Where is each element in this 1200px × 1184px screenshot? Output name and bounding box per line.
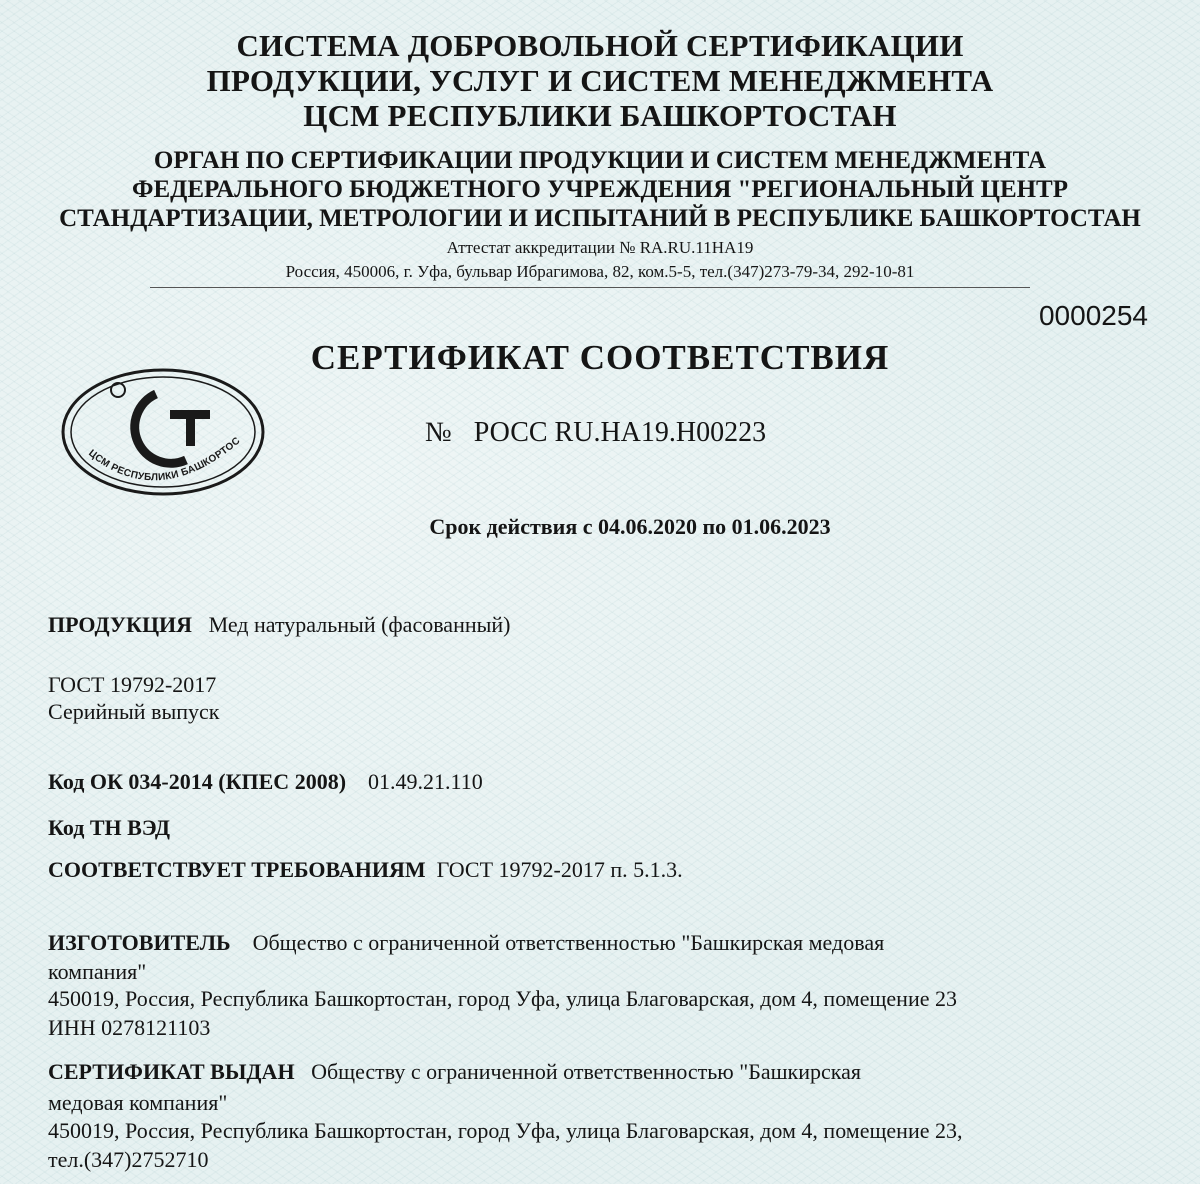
product-line (48, 612, 511, 638)
organ-line-2: ФЕДЕРАЛЬНОГО БЮДЖЕТНОГО УЧРЕЖДЕНИЯ "РЕГИОНАЛЬНЫЙ ЦЕНТР (131, 176, 1069, 203)
system-title-line-2: ПРОДУКЦИИ, УСЛУГ И СИСТЕМ МЕНЕДЖМЕНТА (206, 63, 994, 98)
organ-line-3: СТАНДАРТИЗАЦИИ, МЕТРОЛОГИИ И ИСПЫТАНИЙ В РЕСПУБЛИКЕ БАШКОРТОСТАН (59, 205, 1141, 232)
manufacturer-address: 450019, Россия, Республика Башкортостан, город Уфа, улица Благоварская, дом 4, помещение 23 (48, 986, 957, 1011)
product-value: Мед натуральный (фасованный) (208, 612, 511, 637)
product-release: Серийный выпуск (48, 699, 220, 724)
serial-number: 0000254 (1038, 300, 1148, 331)
system-title-line-1: СИСТЕМА ДОБРОВОЛЬНОЙ СЕРТИФИКАЦИИ (236, 28, 964, 63)
address-underline (150, 287, 1030, 288)
manufacturer-label: ИЗГОТОВИТЕЛЬ (48, 930, 231, 955)
certificate-number-prefix: № (425, 417, 452, 448)
okpd-value: 01.49.21.110 (368, 769, 483, 794)
conforms-value: ГОСТ 19792-2017 п. 5.1.3. (436, 857, 683, 882)
product-label: ПРОДУКЦИЯ (48, 612, 193, 637)
conforms-line (48, 857, 683, 883)
issued-phone: тел.(347)2752710 (48, 1147, 209, 1172)
manufacturer-name: Общество с ограниченной ответственностью "Башкирская медовая (252, 930, 885, 955)
system-title-line-3: ЦСМ РЕСПУБЛИКИ БАШКОРТОСТАН (303, 98, 897, 133)
accreditation: Аттестат аккредитации № RA.RU.11HA19 (446, 238, 754, 257)
organ-address: Россия, 450006, г. Уфа, бульвар Ибрагимова, 82, ком.5-5, тел.(347)273-79-34, 292-10-81 (285, 262, 915, 281)
okpd-label: Код ОК 034-2014 (КПЕС 2008) (48, 769, 347, 794)
manufacturer-inn: ИНН 0278121103 (48, 1015, 211, 1040)
tnved-line (48, 815, 170, 841)
issued-line-2: медовая компания" (48, 1090, 228, 1115)
certificate-number-value: РОСС RU.HA19.H00223 (473, 417, 767, 448)
certificate-number (425, 417, 766, 449)
issued-line-1 (48, 1059, 861, 1085)
logo-ring-text: ЦСМ РЕСПУБЛИКИ БАШКОРТОС (86, 435, 243, 484)
conforms-label: СООТВЕТСТВУЕТ ТРЕБОВАНИЯМ (48, 857, 426, 882)
csm-logo-icon (58, 362, 268, 502)
organ-line-1: ОРГАН ПО СЕРТИФИКАЦИИ ПРОДУКЦИИ И СИСТЕМ МЕНЕДЖМЕНТА (153, 147, 1047, 174)
okpd-line (48, 769, 483, 795)
certificate-title: СЕРТИФИКАТ СООТВЕТСТВИЯ (310, 338, 890, 377)
manufacturer-line-2: компания" (48, 959, 147, 984)
validity-period: Срок действия с 04.06.2020 по 01.06.2023 (429, 514, 831, 539)
csm-logo (58, 362, 268, 502)
tnved-label: Код ТН ВЭД (48, 815, 171, 840)
issued-address: 450019, Россия, Республика Башкортостан, город Уфа, улица Благоварская, дом 4, помещение 23, (48, 1118, 963, 1143)
manufacturer-line-1 (48, 930, 884, 956)
issued-name: Обществу с ограниченной ответственностью "Башкирская (311, 1059, 862, 1084)
issued-label: СЕРТИФИКАТ ВЫДАН (48, 1059, 295, 1084)
product-standard: ГОСТ 19792-2017 (48, 672, 217, 697)
